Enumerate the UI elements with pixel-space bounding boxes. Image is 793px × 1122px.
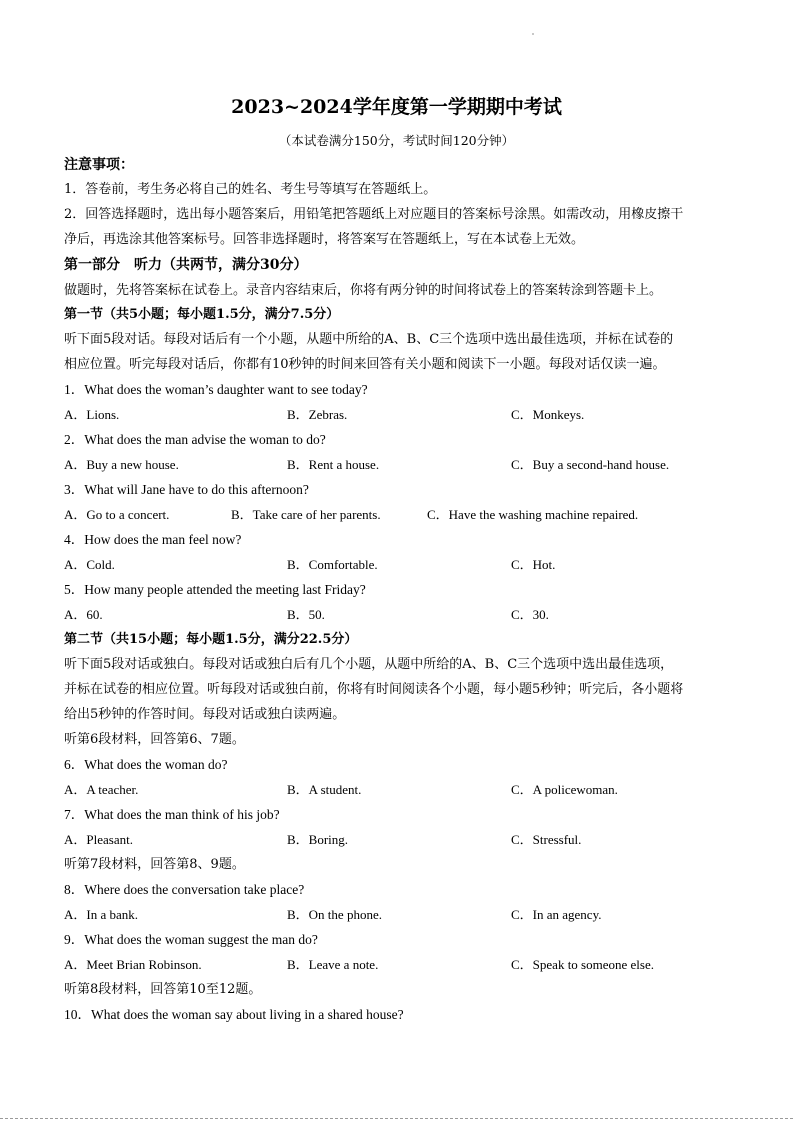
- q1-option-c: C．Monkeys.: [511, 407, 585, 422]
- page-bottom-rule: [0, 1118, 793, 1119]
- exam-subtitle: （本试卷满分150分，考试时间120分钟）: [278, 133, 515, 148]
- q4-option-a: A．Cold.: [64, 557, 115, 572]
- section2-intro-1: 听下面5段对话或独白。每段对话或独白后有几个小题，从题中所给的A、B、C三个选项中选出最佳选项，: [64, 657, 674, 672]
- question-1: 1．What does the woman’s daughter want to see today?: [64, 382, 368, 397]
- q5-option-a: A．60.: [64, 607, 103, 622]
- q1-option-a: A．Lions.: [64, 407, 120, 422]
- q7-option-c: C．Stressful.: [511, 832, 582, 847]
- question-10: 10．What does the woman say about living in a shared house?: [64, 1007, 404, 1022]
- q4-option-b: B．Comfortable.: [287, 557, 378, 572]
- question-4: 4．How does the man feel now?: [64, 532, 242, 547]
- material-6-note: 听第6段材料，回答第6、7题。: [64, 732, 245, 747]
- notes-heading: 注意事项：: [64, 157, 134, 173]
- section1-intro-1: 听下面5段对话。每段对话后有一个小题，从题中所给的A、B、C三个选项中选出最佳选项，并标在试卷的: [64, 332, 674, 347]
- q9-option-a: A．Meet Brian Robinson.: [64, 957, 202, 972]
- question-6: 6．What does the woman do?: [64, 757, 228, 772]
- q8-option-c: C．In an agency.: [511, 907, 602, 922]
- section2-heading: 第二节（共15小题；每小题1.5分，满分22.5分）: [64, 632, 358, 647]
- scan-speck: [532, 33, 534, 35]
- note-1: 1．答卷前，考生务必将自己的姓名、考生号等填写在答题纸上。: [64, 182, 437, 197]
- q7-option-b: B．Boring.: [287, 832, 349, 847]
- material-8-note: 听第8段材料，回答第10至12题。: [64, 982, 262, 997]
- question-7: 7．What does the man think of his job?: [64, 807, 280, 822]
- question-8: 8．Where does the conversation take place?: [64, 882, 305, 897]
- q5-option-c: C．30.: [511, 607, 549, 622]
- q7-option-a: A．Pleasant.: [64, 832, 133, 847]
- q3-option-a: A．Go to a concert.: [64, 507, 170, 522]
- section1-intro-2: 相应位置。听完每段对话后，你都有10秒钟的时间来回答有关小题和阅读下一小题。每段对话仅读一遍。: [64, 357, 666, 372]
- q9-option-c: C．Speak to someone else.: [511, 957, 654, 972]
- q8-option-a: A．In a bank.: [64, 907, 139, 922]
- material-7-note: 听第7段材料，回答第8、9题。: [64, 857, 245, 872]
- q3-option-c: C．Have the washing machine repaired.: [427, 507, 639, 522]
- question-5: 5．How many people attended the meeting last Friday?: [64, 582, 366, 597]
- section1-heading: 第一节（共5小题；每小题1.5分，满分7.5分）: [64, 307, 340, 322]
- q6-option-c: C．A policewoman.: [511, 782, 618, 797]
- q3-option-b: B．Take care of her parents.: [231, 507, 381, 522]
- q5-option-b: B．50.: [287, 607, 325, 622]
- note-2: 2．回答选择题时，选出每小题答案后，用铅笔把答题纸上对应题目的答案标号涂黑。如需改动，用橡皮擦干: [64, 207, 684, 222]
- q1-option-b: B．Zebras.: [287, 407, 348, 422]
- q2-option-c: C．Buy a second-hand house.: [511, 457, 670, 472]
- q2-option-a: A．Buy a new house.: [64, 457, 179, 472]
- question-9: 9．What does the woman suggest the man do?: [64, 932, 318, 947]
- q9-option-b: B．Leave a note.: [287, 957, 379, 972]
- exam-title: 2023~2024学年度第一学期期中考试: [231, 96, 562, 118]
- q2-option-b: B．Rent a house.: [287, 457, 380, 472]
- part1-heading: 第一部分 听力（共两节，满分30分）: [64, 257, 308, 273]
- part1-intro: 做题时，先将答案标在试卷上。录音内容结束后，你将有两分钟的时间将试卷上的答案转涂到答题卡上。: [64, 283, 663, 298]
- q6-option-b: B．A student.: [287, 782, 362, 797]
- question-3: 3．What will Jane have to do this afternoon?: [64, 482, 309, 497]
- question-2: 2．What does the man advise the woman to do?: [64, 432, 326, 447]
- q8-option-b: B．On the phone.: [287, 907, 382, 922]
- section2-intro-2: 并标在试卷的相应位置。听每段对话或独白前，你将有时间阅读各个小题，每小题5秒钟；听完后，各小题将: [64, 682, 684, 697]
- q4-option-c: C．Hot.: [511, 557, 556, 572]
- section2-intro-3: 给出5秒钟的作答时间。每段对话或独白读两遍。: [64, 707, 346, 722]
- note-2-cont: 净后，再选涂其他答案标号。回答非选择题时，将答案写在答题纸上，写在本试卷上无效。: [64, 232, 585, 247]
- q6-option-a: A．A teacher.: [64, 782, 139, 797]
